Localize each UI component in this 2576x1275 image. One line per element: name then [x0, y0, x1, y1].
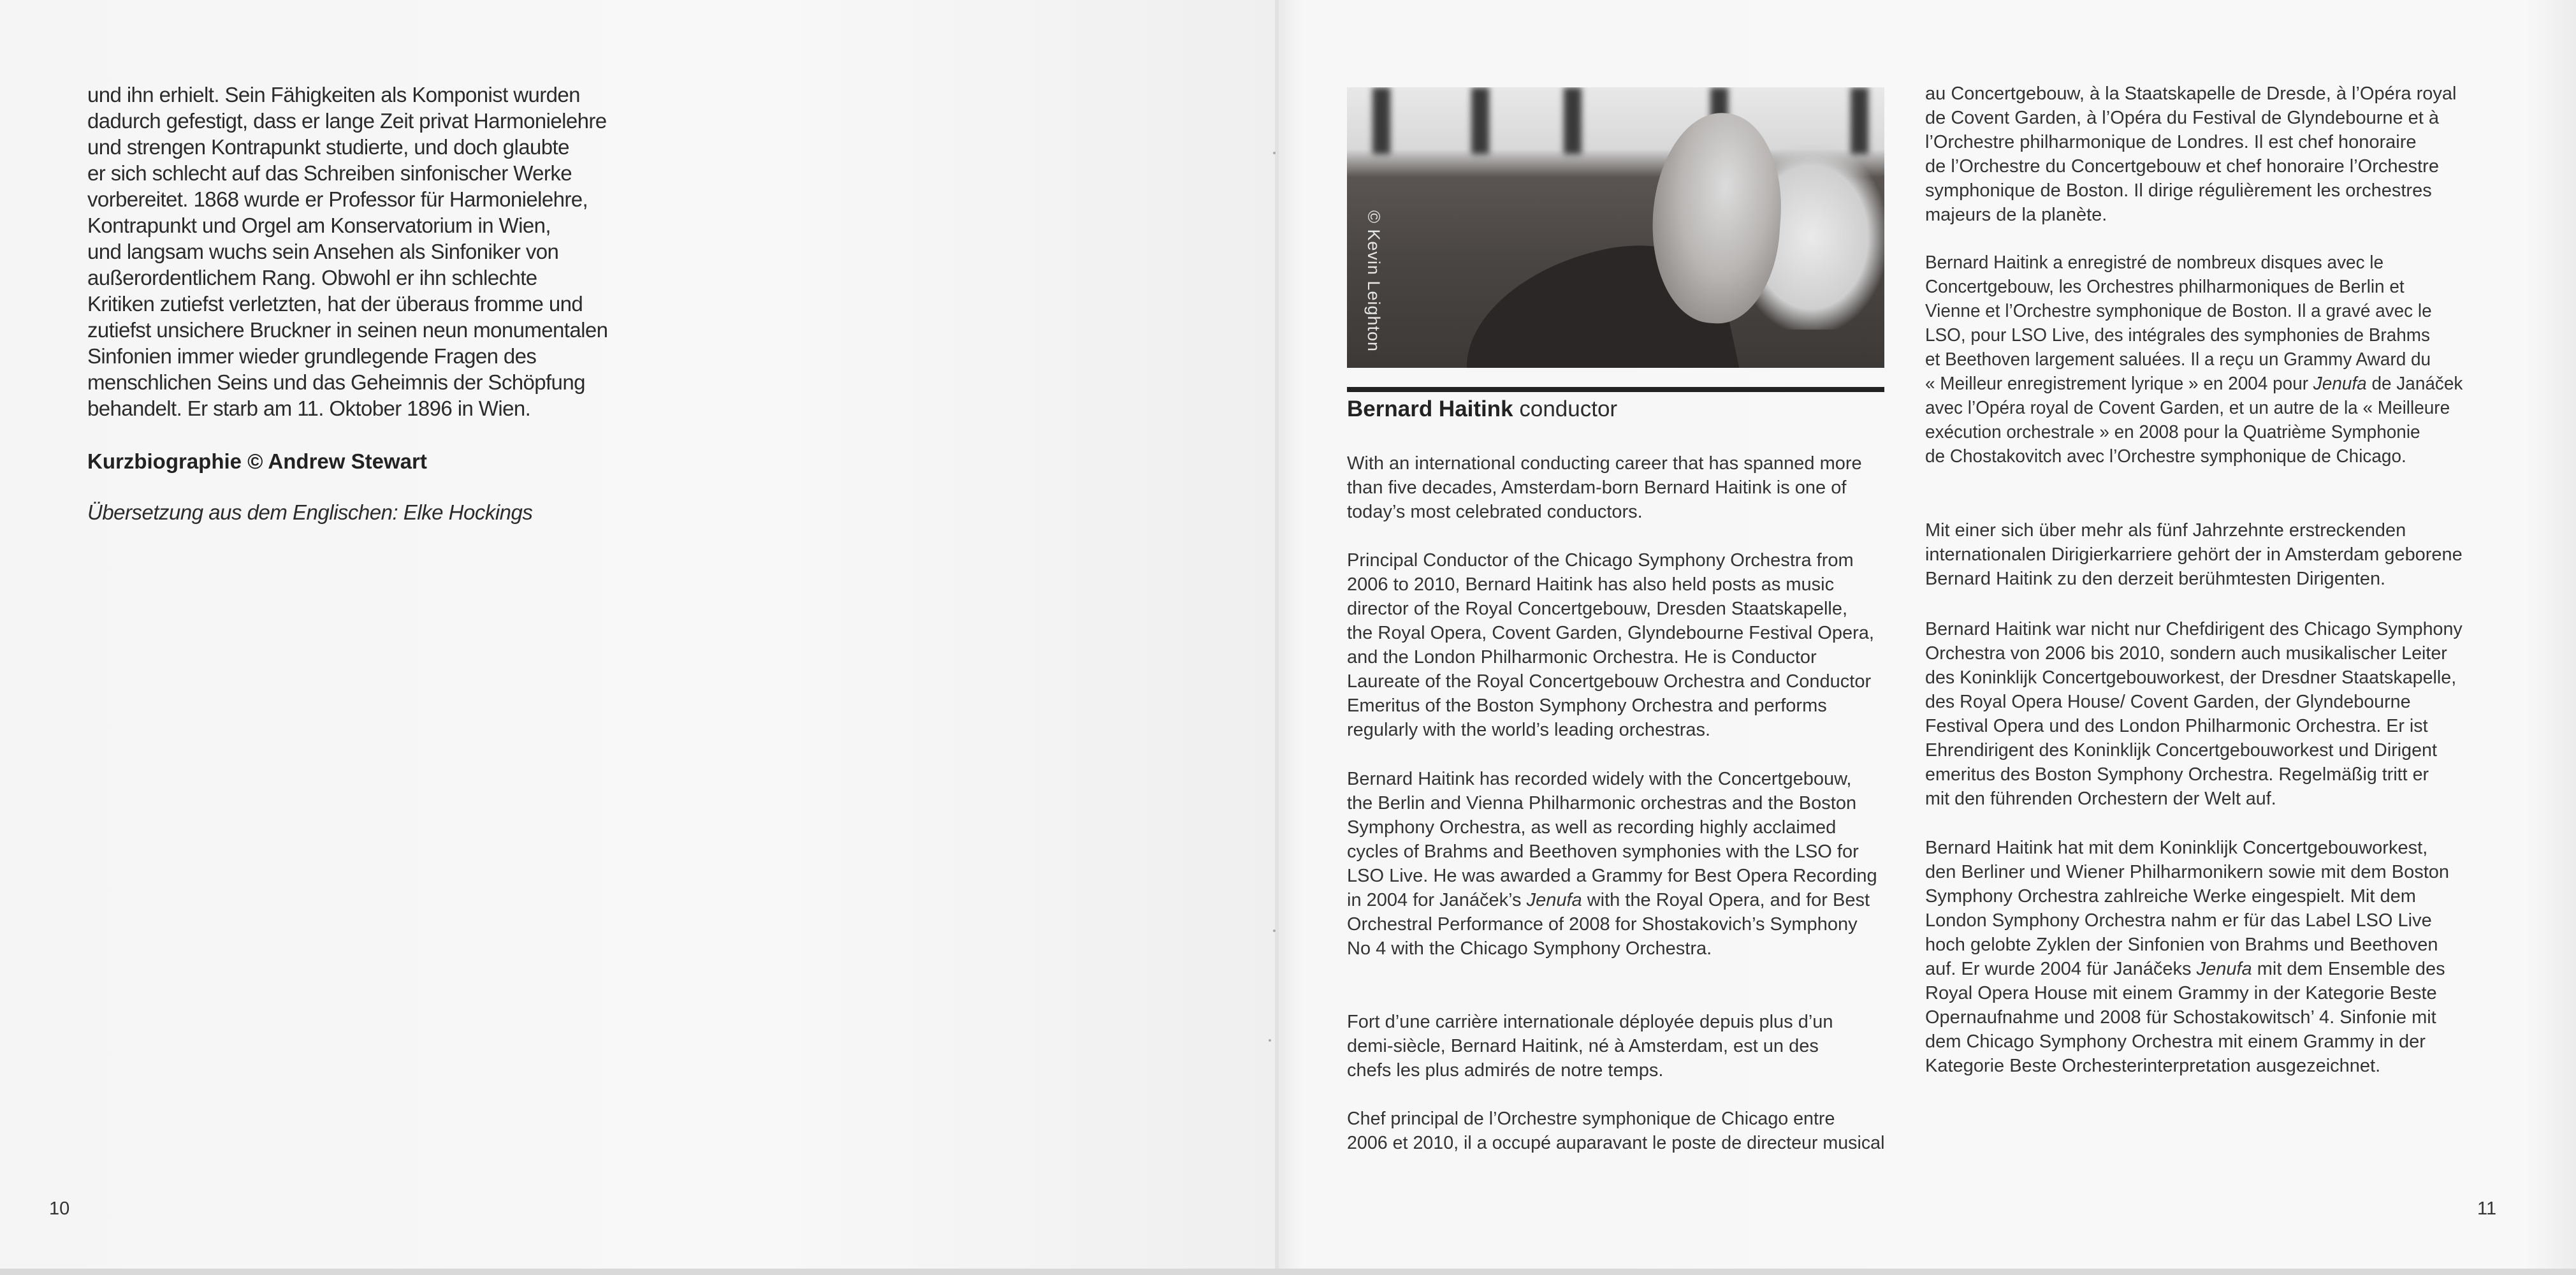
- text-line: and the London Philharmonic Orchestra. He is Conductor: [1347, 647, 1817, 667]
- text-line: de Chostakovitch avec l’Orchestre symphonique de Chicago.: [1925, 446, 2406, 467]
- text-line: Opernaufnahme und 2008 für Schostakowitsch’ 4. Sinfonie mit: [1925, 1007, 2436, 1028]
- scan-speck: [1269, 1039, 1271, 1042]
- paragraph: [1925, 518, 2464, 591]
- text-line: than five decades, Amsterdam-born Bernard Haitink is one of: [1347, 477, 1847, 498]
- text-line: exécution orchestrale » en 2008 pour la Quatrième Symphonie: [1925, 422, 2420, 442]
- text-line: mit den führenden Orchestern der Welt auf.: [1925, 789, 2276, 809]
- text-line: l’Orchestre philharmonique de Londres. Il est chef honoraire: [1925, 132, 2417, 152]
- text-line: [1925, 372, 2463, 396]
- text-line: cycles of Brahms and Beethoven symphonies with the LSO for: [1347, 841, 1859, 862]
- text-line: zutiefst unsichere Bruckner in seinen neun monumentalen: [87, 318, 608, 342]
- text-line: Bernard Haitink zu den derzeit berühmtesten Dirigenten.: [1925, 569, 2386, 589]
- page-number-left: 10: [49, 1198, 70, 1219]
- text-segment: mit dem Ensemble des: [2252, 959, 2445, 979]
- text-line: Kontrapunkt und Orgel am Konservatorium in Wien,: [87, 214, 551, 237]
- text-line: außerordentlichem Rang. Obwohl er ihn schlechte: [87, 266, 537, 289]
- text-line: the Royal Opera, Covent Garden, Glyndebourne Festival Opera,: [1347, 623, 1874, 643]
- text-line: Symphony Orchestra, as well as recording highly acclaimed: [1347, 817, 1837, 838]
- text-line: director of the Royal Concertgebouw, Dresden Staatskapelle,: [1347, 599, 1848, 619]
- paragraph: [1347, 548, 1874, 742]
- text-segment: with the Royal Opera, and for Best: [1582, 890, 1870, 910]
- text-line: the Berlin and Vienna Philharmonic orchestras and the Boston: [1347, 793, 1857, 813]
- text-line: de Covent Garden, à l’Opéra du Festival de Glyndebourne et à: [1925, 108, 2440, 128]
- paragraph: [1925, 836, 2449, 1078]
- text-line: Laureate of the Royal Concertgebouw Orchestra and Conductor: [1347, 671, 1872, 692]
- text-line: Bernard Haitink has recorded widely with the Concertgebouw,: [1347, 769, 1852, 789]
- text-line: [1925, 957, 2449, 981]
- paragraph: [1925, 617, 2469, 811]
- paragraph: [1347, 1010, 1833, 1082]
- text-line: avec l’Opéra royal de Covent Garden, et un autre de la « Meilleure: [1925, 398, 2450, 418]
- text-line: dem Chicago Symphony Orchestra mit einem Grammy in der: [1925, 1031, 2426, 1052]
- text-line: 2006 to 2010, Bernard Haitink has also held posts as music: [1347, 574, 1835, 595]
- text-segment: in 2004 for Janáček’s: [1347, 890, 1527, 910]
- work-title: Jenufa: [1526, 890, 1582, 910]
- text-line: Orchestral Performance of 2008 for Shostakovich’s Symphony: [1347, 914, 1858, 935]
- text-line: et Beethoven largement saluées. Il a reçu un Grammy Award du: [1925, 349, 2431, 370]
- text-line: Festival Opera und des London Philharmonic Orchestra. Er ist: [1925, 716, 2428, 736]
- work-title: Jenufa: [2313, 374, 2367, 394]
- text-segment: auf. Er wurde 2004 für Janáčeks: [1925, 959, 2197, 979]
- text-line: des Royal Opera House/ Covent Garden, der Glyndebourne: [1925, 692, 2411, 712]
- text-line: [1347, 888, 1877, 912]
- page-number-right: 11: [2477, 1198, 2497, 1219]
- text-line: London Symphony Orchestra nahm er für das Label LSO Live: [1925, 910, 2432, 931]
- text-line: today’s most celebrated conductors.: [1347, 502, 1643, 522]
- text-line: de l’Orchestre du Concertgebouw et chef honoraire l’Orchestre: [1925, 156, 2439, 177]
- text-line: und ihn erhielt. Sein Fähigkeiten als Komponist wurden: [87, 83, 580, 106]
- text-line: majeurs de la planète.: [1925, 205, 2107, 225]
- text-line: Orchestra von 2006 bis 2010, sondern auch musikalischer Leiter: [1925, 643, 2447, 664]
- text-line: emeritus des Boston Symphony Orchestra. Regelmäßig tritt er: [1925, 764, 2429, 785]
- text-line: den Berliner und Wiener Philharmonikern sowie mit dem Boston: [1925, 862, 2450, 882]
- biography-credit: Kurzbiographie © Andrew Stewart: [87, 449, 427, 473]
- text-line: hoch gelobte Zyklen der Sinfonien von Brahms und Beethoven: [1925, 935, 2438, 955]
- text-line: demi-siècle, Bernard Haitink, né à Amsterdam, est un des: [1347, 1036, 1819, 1056]
- text-line: behandelt. Er starb am 11. Oktober 1896 in Wien.: [87, 397, 531, 420]
- text-line: Concertgebouw, les Orchestres philharmoniques de Berlin et: [1925, 277, 2405, 297]
- photo-credit: © Kevin Leighton: [1364, 210, 1383, 353]
- text-line: und langsam wuchs sein Ansehen als Sinfoniker von: [87, 240, 559, 263]
- text-line: und strengen Kontrapunkt studierte, und doch glaubte: [87, 135, 569, 159]
- text-line: Vienne et l’Orchestre symphonique de Boston. Il a gravé avec le: [1925, 301, 2432, 321]
- left-body-text: [87, 82, 626, 421]
- text-line: 2006 et 2010, il a occupé auparavant le poste de directeur musical: [1347, 1133, 1885, 1153]
- scan-speck: [1273, 929, 1276, 932]
- text-line: LSO, pour LSO Live, des intégrales des symphonies de Brahms: [1925, 325, 2431, 346]
- text-line: Bernard Haitink war nicht nur Chefdirigent des Chicago Symphony: [1925, 619, 2463, 639]
- text-line: au Concertgebouw, à la Staatskapelle de Dresde, à l’Opéra royal: [1925, 84, 2457, 104]
- text-line: Kategorie Beste Orchesterinterpretation ausgezeichnet.: [1925, 1056, 2381, 1076]
- paragraph: [1347, 451, 1862, 524]
- booklet-fold: [1275, 0, 1279, 1275]
- paragraph: [1347, 767, 1877, 961]
- text-line: Ehrendirigent des Koninklijk Concertgebouworkest und Dirigent: [1925, 740, 2437, 761]
- text-line: Bernard Haitink a enregistré de nombreux disques avec le: [1925, 252, 2384, 273]
- text-line: Symphony Orchestra zahlreiche Werke eingespielt. Mit dem: [1925, 886, 2416, 907]
- text-segment: de Janáček: [2366, 374, 2463, 394]
- work-title: Jenufa: [2196, 959, 2252, 979]
- paragraph: [1925, 251, 2483, 469]
- text-line: er sich schlecht auf das Schreiben sinfonischer Werke: [87, 161, 572, 185]
- text-line: Principal Conductor of the Chicago Symphony Orchestra from: [1347, 550, 1854, 571]
- text-line: Chef principal de l’Orchestre symphonique de Chicago entre: [1347, 1109, 1835, 1129]
- text-line: LSO Live. He was awarded a Grammy for Best Opera Recording: [1347, 866, 1877, 886]
- paragraph: [1347, 1107, 1891, 1155]
- text-line: dadurch gefestigt, dass er lange Zeit privat Harmonielehre: [87, 109, 607, 133]
- text-line: Kritiken zutiefst verletzten, hat der überaus fromme und: [87, 292, 583, 316]
- text-line: Emeritus of the Boston Symphony Orchestra and performs: [1347, 696, 1827, 716]
- text-line: chefs les plus admirés de notre temps.: [1347, 1060, 1664, 1081]
- text-line: With an international conducting career that has spanned more: [1347, 453, 1862, 474]
- text-line: No 4 with the Chicago Symphony Orchestra.: [1347, 938, 1712, 959]
- text-line: Mit einer sich über mehr als fünf Jahrzehnte erstreckenden: [1925, 520, 2406, 541]
- text-segment: « Meilleur enregistrement lyrique » en 2004 pour: [1925, 374, 2313, 394]
- bio-role: conductor: [1519, 397, 1618, 421]
- text-line: des Koninklijk Concertgebouworkest, der Dresdner Staatskapelle,: [1925, 667, 2457, 688]
- text-line: menschlichen Seins und das Geheimnis der Schöpfung: [87, 370, 585, 394]
- text-line: vorbereitet. 1868 wurde er Professor für Harmonielehre,: [87, 187, 588, 211]
- right-column-text: [1925, 0, 2463, 1275]
- translation-credit: Übersetzung aus dem Englischen: Elke Hockings: [87, 500, 533, 524]
- text-line: internationalen Dirigierkarriere gehört der in Amsterdam geborene: [1925, 544, 2463, 565]
- text-line: Royal Opera House mit einem Grammy in der Kategorie Beste: [1925, 983, 2437, 1003]
- scan-speck: [1273, 152, 1276, 154]
- text-line: Sinfonien immer wieder grundlegende Fragen des: [87, 344, 537, 368]
- middle-column-text: [1347, 0, 1884, 1275]
- paragraph: [1925, 82, 2456, 227]
- text-line: regularly with the world’s leading orchestras.: [1347, 720, 1711, 740]
- text-line: symphonique de Boston. Il dirige régulièrement les orchestres: [1925, 180, 2432, 201]
- text-line: Fort d’une carrière internationale déployée depuis plus d’un: [1347, 1012, 1833, 1032]
- bio-name: Bernard Haitink: [1347, 397, 1513, 421]
- text-line: Bernard Haitink hat mit dem Koninklijk Concertgebouworkest,: [1925, 838, 2428, 858]
